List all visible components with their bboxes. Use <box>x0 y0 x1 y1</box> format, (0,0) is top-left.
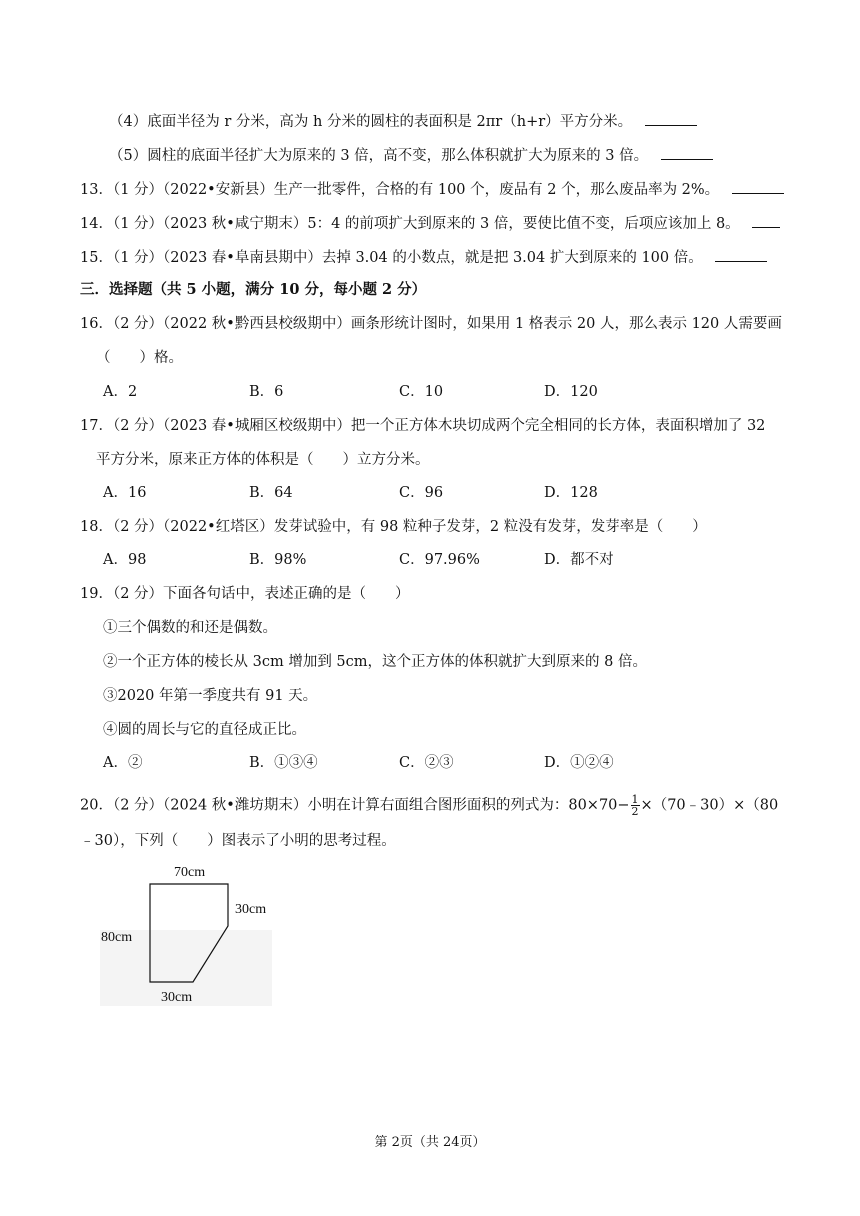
fraction-numerator: 1 <box>631 793 639 806</box>
fraction-one-half <box>631 794 640 817</box>
top-edge-label: 70cm <box>174 865 206 880</box>
section-heading: 三．选择题（共 5 小题，满分 10 分，每小题 2 分） <box>80 281 427 298</box>
option-a[interactable]: A．98 <box>103 552 147 568</box>
q12-4-text: 底面半径为 r 分米，高为 h 分米的圆柱的表面积是 2πr（h+r）平方分米。 <box>147 114 633 130</box>
statement-2: ②一个正方体的棱长从 3cm 增加到 5cm，这个正方体的体积就扩大到原来的 8 倍。 <box>103 654 647 670</box>
statement-3: ③2020 年第一季度共有 91 天。 <box>103 688 318 704</box>
question-17-line2: 平方分米，原来正方体的体积是（ ）立方分米。 <box>96 452 430 468</box>
option-d[interactable]: D．128 <box>544 485 598 501</box>
option-b[interactable]: B．64 <box>249 485 293 501</box>
question-13 <box>80 179 784 200</box>
question-17-line1: 17．（2 分）（2023 春•城厢区校级期中）把一个正方体木块切成两个完全相同的长方体，表面积增加了 32 <box>80 418 766 434</box>
answer-blank[interactable] <box>645 111 697 126</box>
question-14-text: 14．（1 分）（2023 秋•咸宁期末）5：4 的前项扩大到原来的 3 倍，要使比值不变，后项应该加上 8。 <box>80 216 740 232</box>
bottom-edge-label: 30cm <box>161 990 193 1005</box>
option-a[interactable]: A．② <box>103 755 143 771</box>
option-a[interactable]: A．16 <box>103 485 147 501</box>
option-c[interactable]: C．97.96% <box>399 552 480 568</box>
option-d[interactable]: D．都不对 <box>544 552 614 568</box>
statement-1: ①三个偶数的和还是偶数。 <box>103 620 277 636</box>
q12-5-label: （5） <box>109 148 148 164</box>
q12-statement-4 <box>109 111 697 132</box>
answer-blank[interactable] <box>732 179 784 194</box>
statement-4: ④圆的周长与它的直径成正比。 <box>103 722 306 738</box>
answer-blank[interactable] <box>715 247 767 262</box>
option-d[interactable]: D．①②④ <box>544 755 614 771</box>
q12-5-text: 圆柱的底面半径扩大为原来的 3 倍，高不变，那么体积就扩大为原来的 3 倍。 <box>147 148 649 164</box>
option-b[interactable]: B．①③④ <box>249 755 318 771</box>
left-edge-label: 80cm <box>101 930 133 945</box>
question-16-line2: （ ）格。 <box>96 350 183 366</box>
question-16-line1: 16．（2 分）（2022 秋•黔西县校级期中）画条形统计图时，如果用 1 格表示 20 人，那么表示 120 人需要画 <box>80 316 782 332</box>
page-footer: 第 2页（共 24页） <box>374 1135 486 1150</box>
fraction-denominator: 2 <box>631 805 639 818</box>
question-20-text-b: ×（70﹣30）×（80 <box>640 797 779 814</box>
question-20-text-a: 20．（2 分）（2024 秋•潍坊期末）小明在计算右面组合图形面积的列式为：80×70− <box>80 797 630 814</box>
question-14 <box>80 213 780 234</box>
question-15-text: 15．（1 分）（2023 春•阜南县期中）去掉 3.04 的小数点，就是把 3.04 扩大到原来的 100 倍。 <box>80 250 703 266</box>
right-edge-label: 30cm <box>235 902 267 917</box>
option-b[interactable]: B．98% <box>249 552 307 568</box>
question-20-line2: ﹣30），下列（ ）图表示了小明的思考过程。 <box>80 833 396 849</box>
composite-shape-figure <box>100 860 272 1010</box>
option-c[interactable]: C．96 <box>399 485 444 501</box>
question-18: 18．（2 分）（2022•红塔区）发芽试验中，有 98 粒种子发芽，2 粒没有发芽，发芽率是（ ） <box>80 519 707 535</box>
option-a[interactable]: A．2 <box>103 384 138 400</box>
option-d[interactable]: D．120 <box>544 384 598 400</box>
question-20-line1 <box>80 794 778 817</box>
option-b[interactable]: B．6 <box>249 384 284 400</box>
question-15 <box>80 247 767 268</box>
question-19: 19．（2 分）下面各句话中，表述正确的是（ ） <box>80 586 410 602</box>
option-c[interactable]: C．②③ <box>399 755 454 771</box>
q12-4-label: （4） <box>109 114 148 130</box>
q12-statement-5 <box>109 145 713 166</box>
question-13-text: 13．（1 分）（2022•安新县）生产一批零件，合格的有 100 个，废品有 2 个，那么废品率为 2%。 <box>80 182 720 198</box>
option-c[interactable]: C．10 <box>399 384 444 400</box>
answer-blank[interactable] <box>661 145 713 160</box>
answer-blank[interactable] <box>752 213 780 228</box>
